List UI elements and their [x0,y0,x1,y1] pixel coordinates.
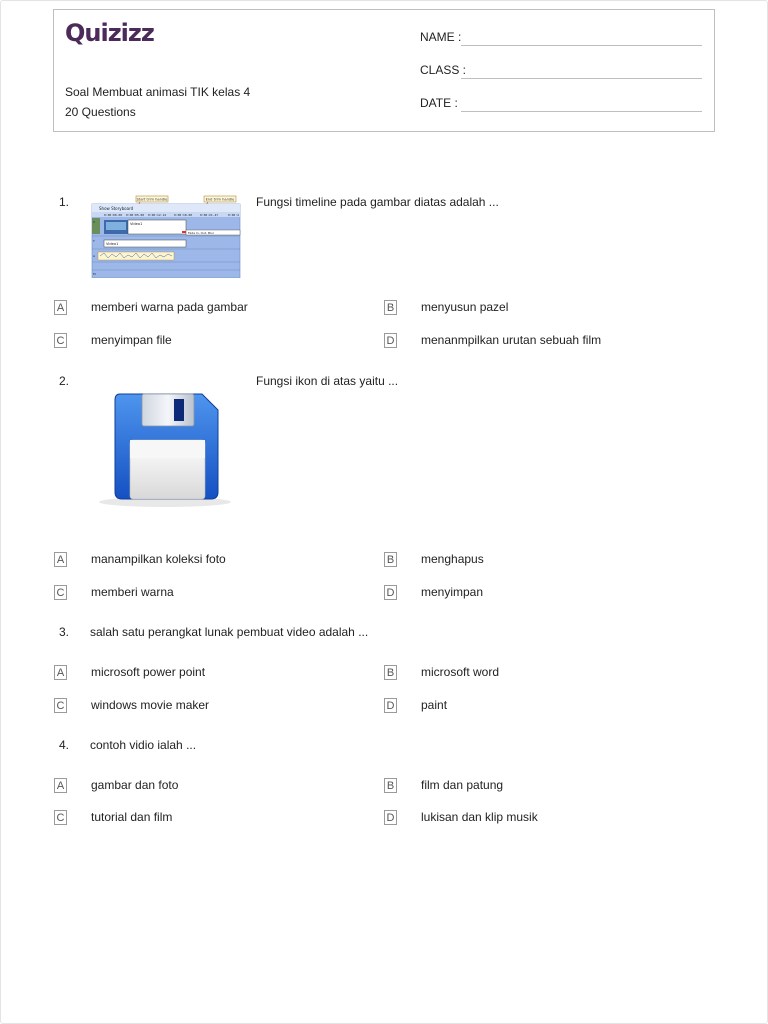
track-label: M [93,272,96,276]
class-field[interactable] [420,63,702,79]
question-text: contoh vidio ialah ... [90,738,197,752]
name-line [461,45,702,46]
timeline-fade-label: Fade In, Out, Blur [188,231,215,235]
class-line [461,78,702,79]
option-text: menghapus [421,552,484,566]
option-letter: D [384,585,397,600]
timeline-audio-label: Video1 [106,242,119,246]
date-field[interactable] [420,96,702,112]
option-letter: C [54,810,67,825]
question-number: 3. [59,625,70,639]
option-letter: C [54,698,67,713]
option-letter: C [54,333,67,348]
option-text: menyusun pazel [421,300,509,314]
option-text: microsoft word [421,665,500,679]
timeline-time: 0:00:00.00 [104,213,123,217]
name-field[interactable] [420,30,702,46]
option-letter: A [54,552,67,567]
option-text: windows movie maker [91,698,210,712]
option-letter: A [54,665,67,680]
date-line [461,111,702,112]
question-number: 2. [59,374,70,388]
question-count: 20 Questions [65,105,136,119]
option-letter: D [384,698,397,713]
option-letter: B [384,552,397,567]
timeline-time: 0:00:18.00 [174,213,193,217]
question-text: salah satu perangkat lunak pembuat video adalah ... [90,625,369,639]
option-letter: B [384,665,397,680]
timeline-callout-start: Start trim handle [136,197,168,202]
option-text: lukisan dan klip musik [421,810,538,824]
option-text: menanmpilkan urutan sebuah film [421,333,602,347]
option-letter: D [384,333,397,348]
timeline-callout-end: End trim handle [205,197,235,202]
worksheet-header [53,9,715,132]
timeline-time: 0:00:12.14 [148,213,167,217]
option-text: tutorial dan film [91,810,173,824]
option-letter: B [384,300,397,315]
option-text: microsoft power point [91,665,206,679]
quiz-title: Soal Membuat animasi TIK kelas 4 [65,85,251,99]
option-text: memberi warna pada gambar [91,300,248,314]
question-number: 1. [59,195,70,209]
option-letter: C [54,585,67,600]
date-label: DATE : [420,96,458,110]
question-text: Fungsi timeline pada gambar diatas adalah ... [256,195,499,209]
timeline-image [90,194,242,278]
floppy-disk-icon [90,372,240,528]
track-label: T [93,239,95,243]
track-label: V [93,220,96,224]
timeline-time: 0:00:4 [228,213,239,217]
option-text: paint [421,698,448,712]
option-letter: A [54,778,67,793]
timeline-video-label: Video1 [130,222,143,226]
timeline-time: 0:00:05.00 [126,213,145,217]
question-number: 4. [59,738,70,752]
option-text: manampilkan koleksi foto [91,552,226,566]
option-letter: A [54,300,67,315]
option-text: film dan patung [421,778,504,792]
quizizz-logo: Quizizz [65,19,154,47]
question-text: Fungsi ikon di atas yaitu ... [256,374,399,388]
class-label: CLASS : [420,63,467,77]
track-label: A [93,254,96,258]
option-text: memberi warna [91,585,174,599]
timeline-time: 0:00:21.47 [200,213,219,217]
option-text: menyimpan [421,585,484,599]
option-text: menyimpan file [91,333,172,347]
option-text: gambar dan foto [91,778,179,792]
option-letter: D [384,810,397,825]
timeline-storyboard-label: Show Storyboard [99,206,134,211]
option-letter: B [384,778,397,793]
name-label: NAME : [420,30,462,44]
